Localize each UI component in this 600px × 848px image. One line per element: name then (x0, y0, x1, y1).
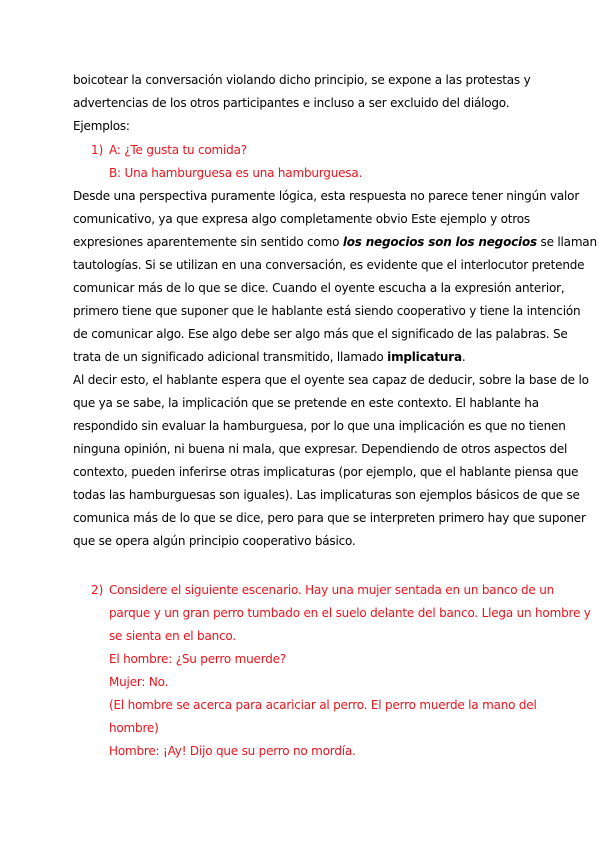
example-1 (109, 139, 528, 185)
text-line: todas las hamburguesas son iguales). Las implicaturas son ejemplos básicos de que se (73, 488, 580, 502)
stage-direction: hombre) (109, 721, 159, 735)
text-line: advertencias de los otros participantes e incluso a ser excluido del diálogo. (73, 96, 510, 110)
intro-paragraph (73, 69, 531, 115)
stage-direction: (El hombre se acerca para acariciar al perro. El perro muerde la mano del (109, 698, 537, 712)
term-implicatura: implicatura (387, 350, 462, 364)
text-line: que se opera algún principio cooperativo básico. (73, 534, 356, 548)
examples-label: Ejemplos: (73, 119, 130, 133)
text-line: trata de un significado adicional transmitido, llamado implicatura. (73, 350, 466, 364)
text-line: tautologías. Si se utilizan en una conversación, es evidente que el interlocutor pretende (73, 258, 585, 272)
text-line: ninguna opinión, ni buena ni mala, que expresar. Dependiendo de otros aspectos del (73, 442, 568, 456)
text-line: comunicar más de lo que se dice. Cuando el oyente escucha a la expresión anterior, (73, 281, 565, 295)
example-2-number: 2) (91, 583, 104, 597)
dialogue-line: Hombre: ¡Ay! Dijo que su perro no mordía. (109, 744, 356, 758)
text-line: primero tiene que suponer que le hablante está siendo cooperativo y tiene la intención (73, 304, 581, 318)
explanation-paragraph-2 (73, 369, 589, 553)
text-line: expresiones aparentemente sin sentido como los negocios son los negocios se llaman (73, 235, 597, 249)
text-line: comunica más de lo que se dice, pero para que se interpreten primero hay que suponer (73, 511, 586, 525)
text-line: Considere el siguiente escenario. Hay una mujer sentada en un banco de un (109, 583, 555, 597)
dialogue-line: Mujer: No. (109, 675, 169, 689)
text-line: contexto, pueden inferirse otras implicaturas (por ejemplo, que el hablante piensa que (73, 465, 579, 479)
dialogue-line: El hombre: ¿Su perro muerde? (109, 652, 287, 666)
text-line: boicotear la conversación violando dicho principio, se expone a las protestas y (73, 73, 531, 87)
text-line: se sienta en el banco. (109, 629, 236, 643)
explanation-paragraph-1 (73, 185, 597, 369)
example-1-number: 1) (91, 143, 104, 157)
example-2 (109, 579, 591, 763)
text-line: que ya se sabe, la implicación que se pretende en este contexto. El hablante ha (73, 396, 539, 410)
text-line: respondido sin evaluar la hamburguesa, por lo que una implicación es que no tienen (73, 419, 566, 433)
text-line: Al decir esto, el hablante espera que el oyente sea capaz de deducir, sobre la base de lo (73, 373, 589, 387)
emphasis-phrase: los negocios son los negocios (342, 235, 537, 249)
example-1-line-a: A: ¿Te gusta tu comida? (109, 143, 247, 157)
text-line: parque y un gran perro tumbado en el suelo delante del banco. Llega un hombre y (109, 606, 591, 620)
text-line: Desde una perspectiva puramente lógica, esta respuesta no parece tener ningún valor (73, 189, 580, 203)
text-line: de comunicar algo. Ese algo debe ser algo más que el significado de las palabras. Se (73, 327, 568, 341)
text-line: comunicativo, ya que expresa algo completamente obvio Este ejemplo y otros (73, 212, 530, 226)
example-1-line-b: B: Una hamburguesa es una hamburguesa. (109, 166, 363, 180)
